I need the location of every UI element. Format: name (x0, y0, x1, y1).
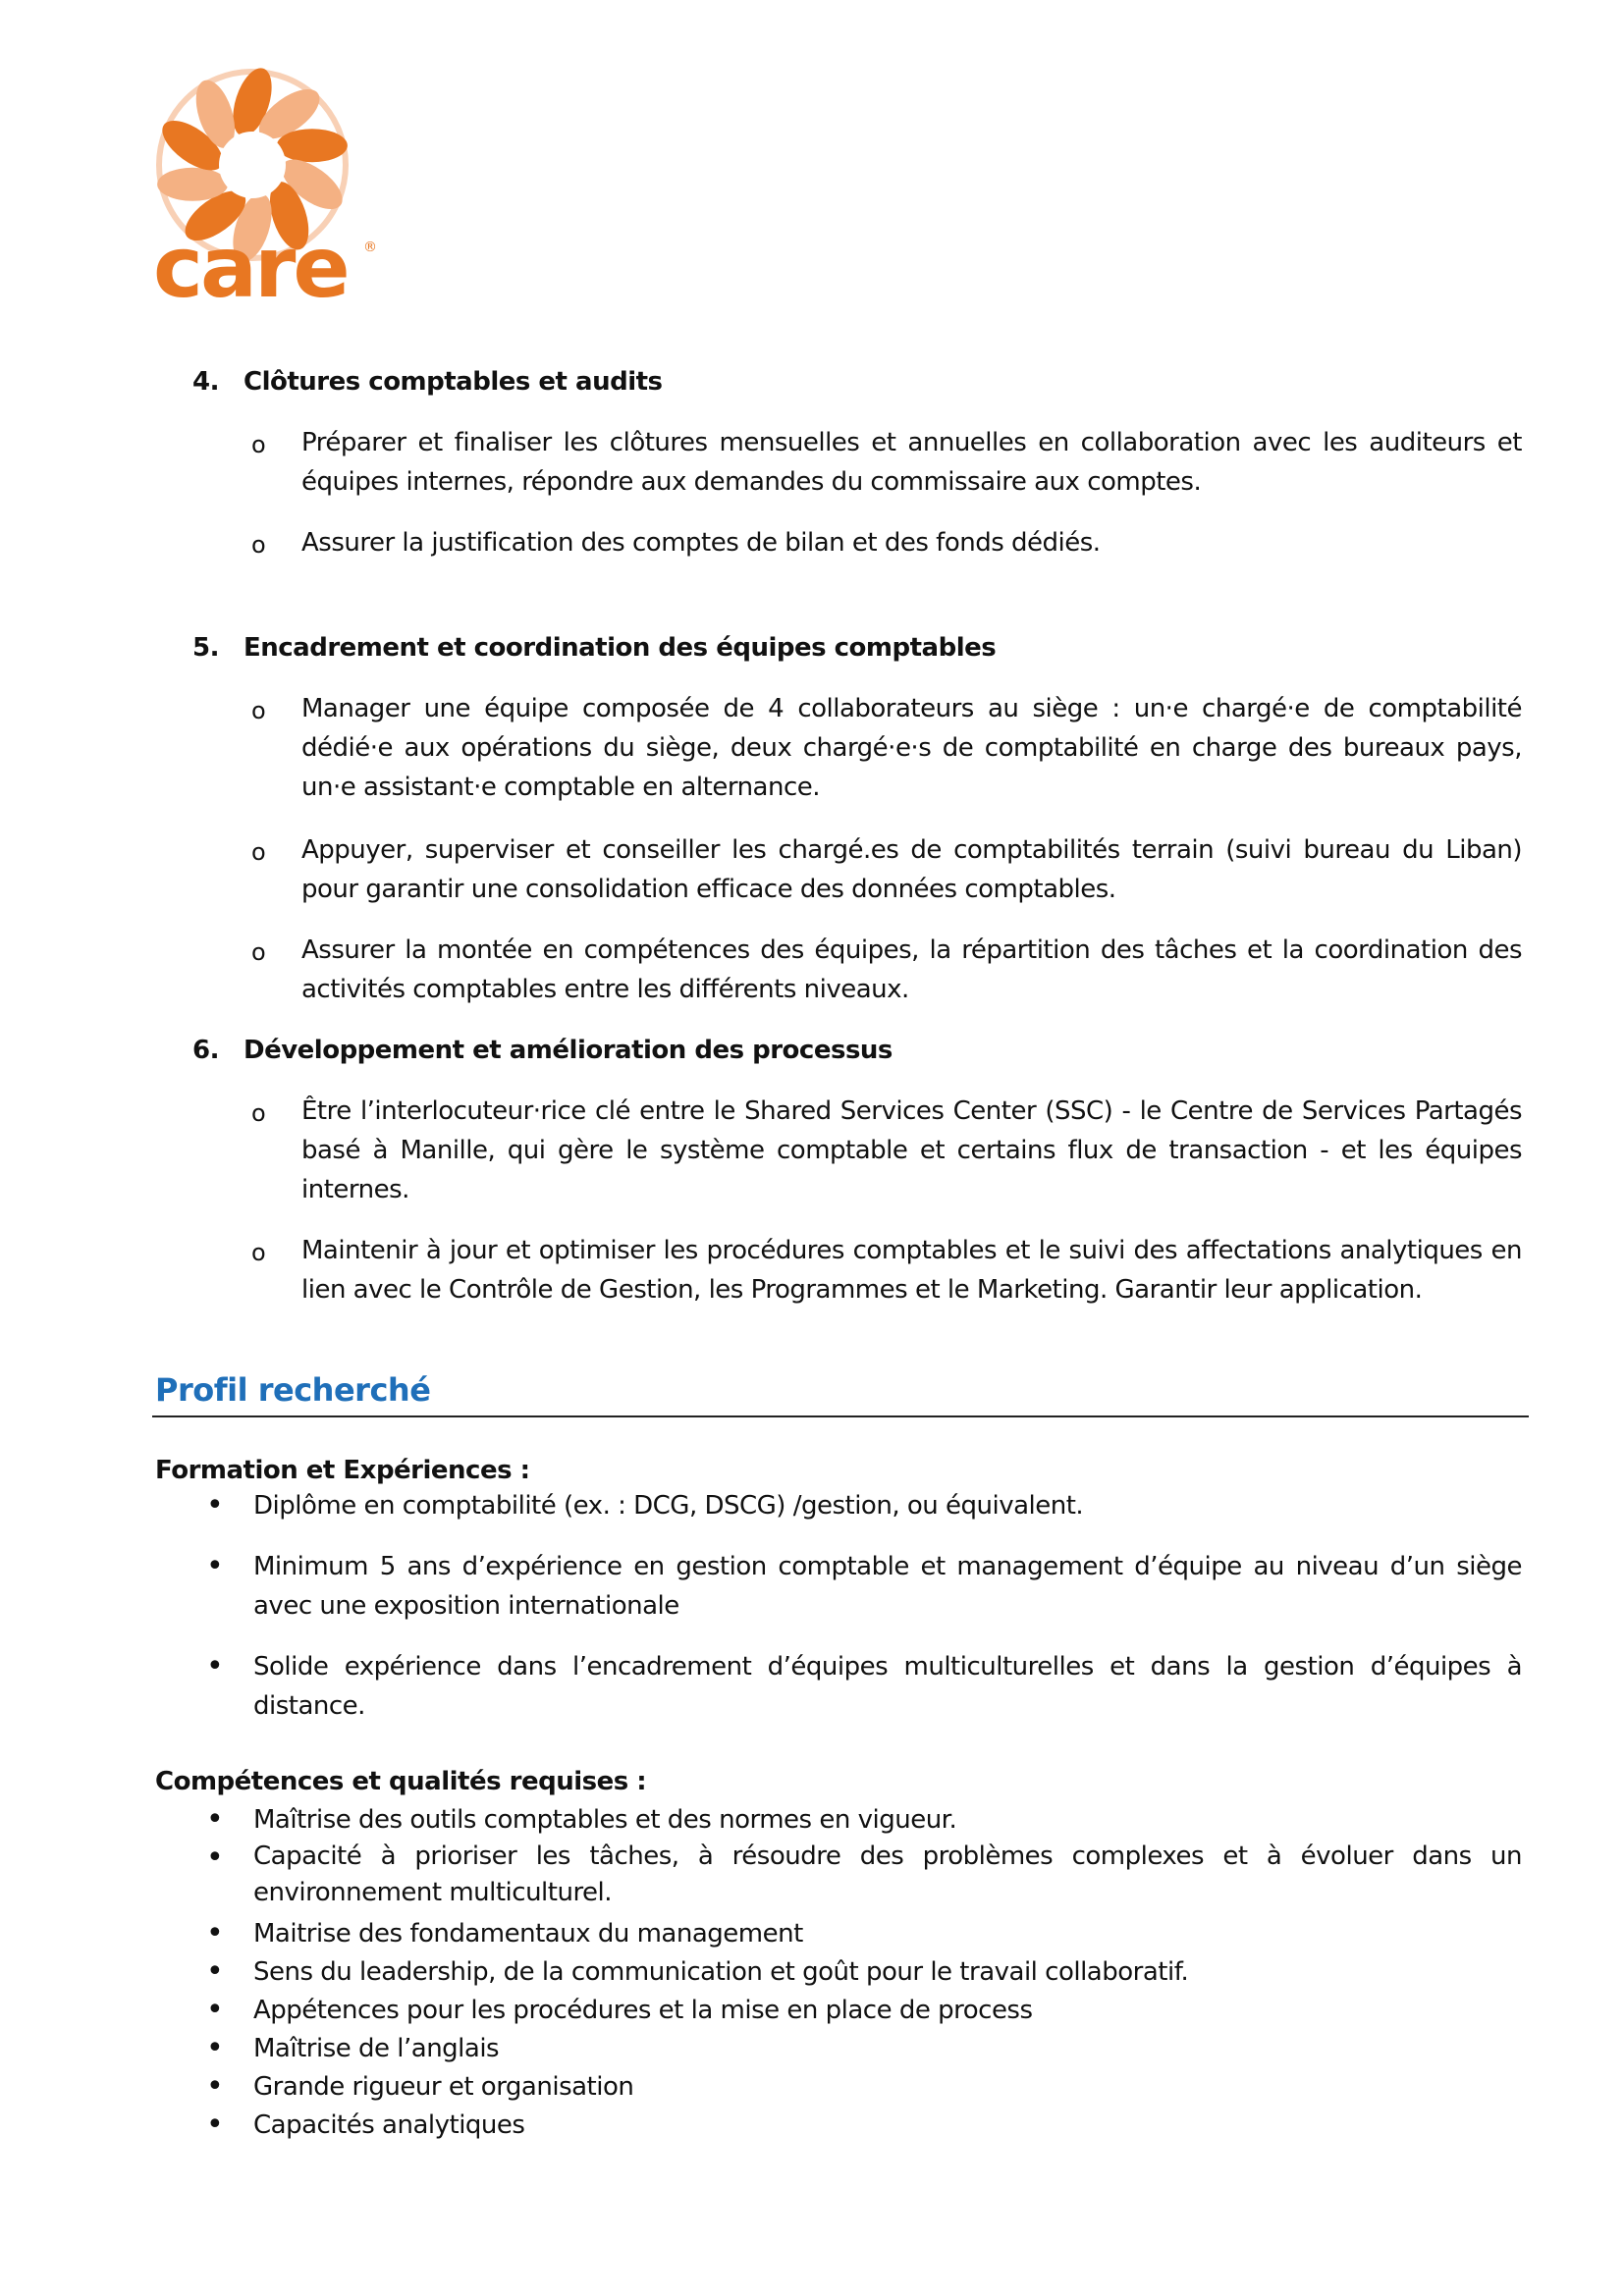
dot-bullet: • (206, 2069, 224, 2104)
care-wordmark: care (153, 219, 348, 309)
list-item: Être l’interlocuteur·rice clé entre le Shared Services Center (SSC) - le Centre de Services Partagés basé à Manille, qui gère le système comptable et certains flux de transaction - et les équipes internes. (301, 1096, 1522, 1204)
dot-bullet: • (206, 1488, 224, 1522)
section-title: Clôtures comptables et audits (244, 367, 663, 397)
list-item: Minimum 5 ans d’expérience en gestion comptable et management d’équipe au niveau d’un siège avec une exposition internationale (253, 1552, 1522, 1621)
care-hands-emblem (149, 49, 385, 309)
list-item: Maîtrise de l’anglais (253, 2034, 500, 2063)
dot-bullet: • (206, 1954, 224, 1989)
competences-heading: Compétences et qualités requises : (155, 1767, 647, 1796)
list-item: Capacité à prioriser les tâches, à résoudre des problèmes complexes et à évoluer dans un environnement multiculturel. (253, 1842, 1522, 1907)
dot-bullet: • (206, 1549, 224, 1583)
circle-bullet: o (251, 531, 266, 559)
circle-bullet: o (251, 1099, 266, 1127)
list-item: Maintenir à jour et optimiser les procédures comptables et le suivi des affectations analytiques en lien avec le Contrôle de Gestion, les Programmes et le Marketing. Garantir leur application. (301, 1236, 1522, 1305)
circle-bullet: o (251, 431, 266, 458)
circle-bullet: o (251, 697, 266, 724)
section-heading-5 (192, 628, 996, 667)
list-item: Maitrise des fondamentaux du management (253, 1919, 803, 1949)
profil-title: Profil recherché (155, 1371, 431, 1409)
dot-bullet: • (206, 1916, 224, 1950)
dot-bullet: • (206, 1841, 224, 1875)
dot-bullet: • (206, 2108, 224, 2142)
list-item: Appétences pour les procédures et la mise en place de process (253, 1996, 1033, 2025)
dot-bullet: • (206, 2031, 224, 2065)
circle-bullet: o (251, 938, 266, 966)
list-item: Sens du leadership, de la communication et goût pour le travail collaboratif. (253, 1957, 1189, 1987)
dot-bullet: • (206, 1649, 224, 1683)
section-number: 4. (192, 367, 219, 397)
list-item: Préparer et finaliser les clôtures mensuelles et annuelles en collaboration avec les auditeurs et équipes internes, répondre aux demandes du commissaire aux comptes. (301, 428, 1522, 497)
formation-heading: Formation et Expériences : (155, 1456, 530, 1485)
list-item: Grande rigueur et organisation (253, 2072, 634, 2102)
hand-shape (157, 168, 228, 201)
circle-bullet: o (251, 1239, 266, 1266)
registered-mark: ® (363, 240, 377, 255)
care-logo (149, 49, 385, 309)
list-item: Appuyer, superviser et conseiller les chargé.es de comptabilités terrain (suivi bureau du Liban) pour garantir une consolidation efficace des données comptables. (301, 835, 1522, 904)
section-heading-6 (192, 1031, 893, 1070)
dot-bullet: • (206, 1802, 224, 1837)
dot-bullet: • (206, 1993, 224, 2027)
section-number: 5. (192, 633, 219, 663)
list-item: Solide expérience dans l’encadrement d’équipes multiculturelles et dans la gestion d’équipes à distance. (253, 1652, 1522, 1721)
section-heading-4 (192, 362, 663, 401)
section-divider (152, 1415, 1529, 1417)
section-number: 6. (192, 1036, 219, 1065)
circle-bullet: o (251, 838, 266, 866)
hand-shape (277, 129, 348, 162)
list-item: Assurer la justification des comptes de bilan et des fonds dédiés. (301, 528, 1101, 558)
list-item: Diplôme en comptabilité (ex. : DCG, DSCG) /gestion, ou équivalent. (253, 1491, 1084, 1521)
list-item: Capacités analytiques (253, 2110, 525, 2140)
list-item: Assurer la montée en compétences des équipes, la répartition des tâches et la coordination des activités comptables entre les différents niveaux. (301, 935, 1522, 1004)
section-title: Encadrement et coordination des équipes comptables (244, 633, 997, 663)
section-title: Développement et amélioration des processus (244, 1036, 893, 1065)
list-item: Maîtrise des outils comptables et des normes en vigueur. (253, 1805, 957, 1835)
list-item: Manager une équipe composée de 4 collaborateurs au siège : un·e chargé·e de comptabilité dédié·e aux opérations du siège, deux chargé·e·s de comptabilité en charge des bureaux pays, un·e assistant·e comptable en alternance. (301, 694, 1522, 802)
